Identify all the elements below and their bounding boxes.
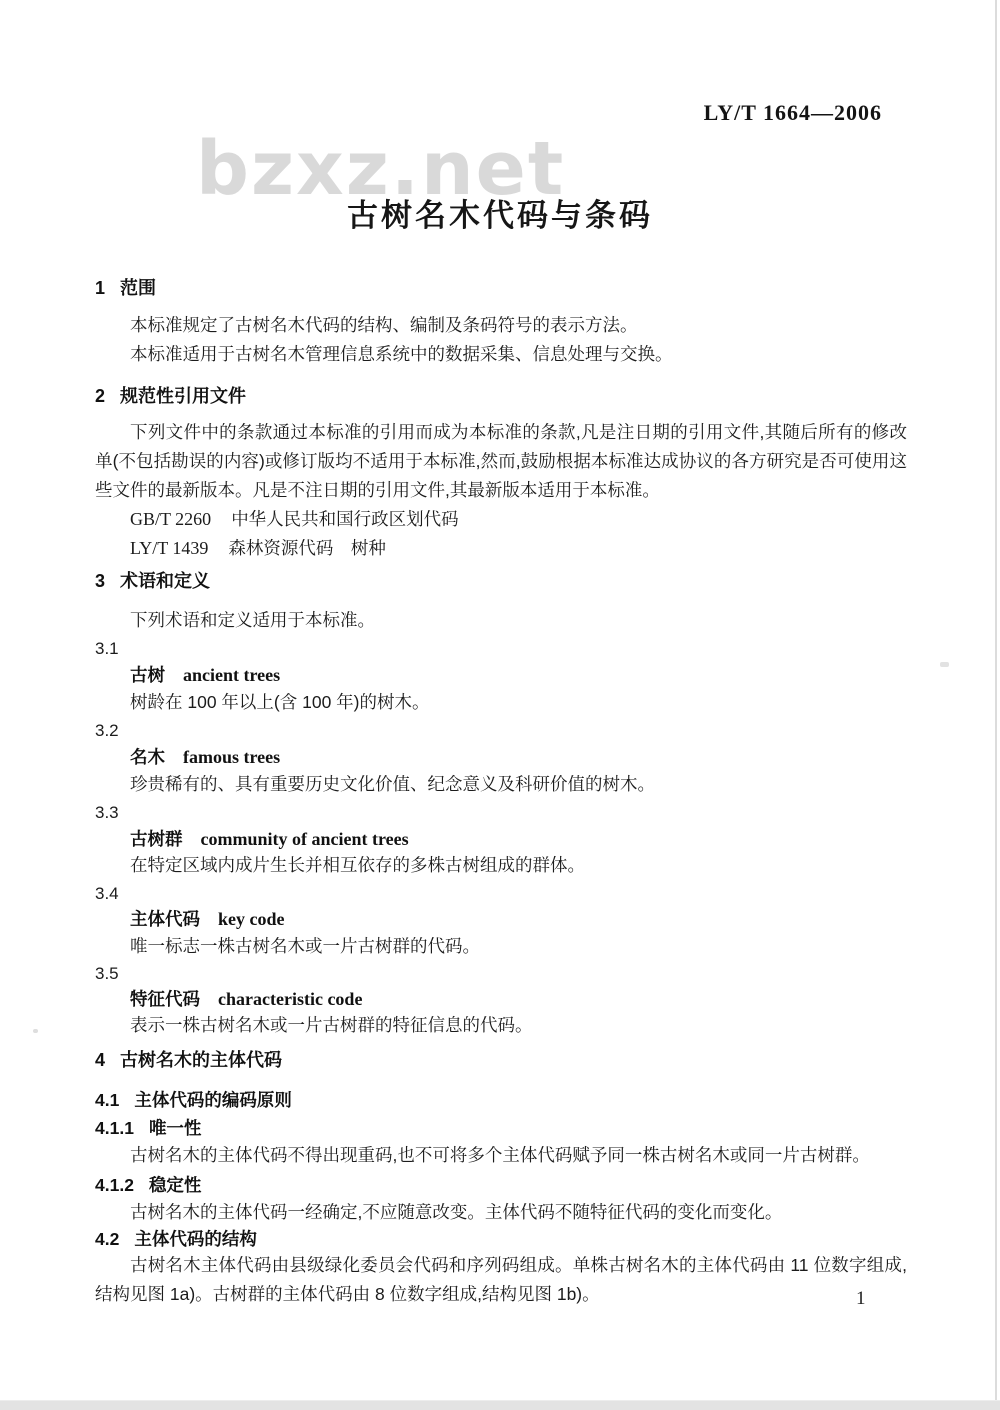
section-number: 2 (95, 386, 106, 406)
section-number: 3 (95, 571, 106, 591)
section-number: 4.1.2 (95, 1175, 134, 1195)
term-chinese: 特征代码 (130, 989, 200, 1009)
term-chinese: 主体代码 (130, 909, 200, 929)
section-1-paragraph-1: 本标准规定了古树名木代码的结构、编制及条码符号的表示方法。 (130, 315, 638, 335)
term-number: 3.5 (95, 964, 119, 983)
section-title: 主体代码的结构 (134, 1229, 257, 1249)
term-definition: 珍贵稀有的、具有重要历史文化价值、纪念意义及科研价值的树木。 (130, 774, 655, 794)
section-number: 4.1.1 (95, 1118, 134, 1138)
section-4-1-1-paragraph: 古树名木的主体代码不得出现重码,也不可将多个主体代码赋予同一株古树名木或同一片古树群。 (130, 1145, 870, 1165)
scan-bottom-strip (0, 1400, 1000, 1410)
term-english: key code (218, 909, 285, 929)
term-english: community of ancient trees (200, 829, 409, 849)
section-2-paragraph: 下列文件中的条款通过本标准的引用而成为本标准的条款,凡是注日期的引用文件,其随后所有的修改单(不包括勘误的内容)或修订版均不适用于本标准,然而,鼓励根据本标准达成协议的各方研究是否可使用这些文件的最新版本。凡是不注日期的引用文件,其最新版本适用于本标准。 (95, 422, 907, 500)
term-definition: 唯一标志一株古树名木或一片古树群的代码。 (130, 936, 480, 956)
section-4-2-paragraph: 古树名木主体代码由县级绿化委员会代码和序列码组成。单株古树名木的主体代码由 11 位数字组成,结构见图 1a)。古树群的主体代码由 8 位数字组成,结构见图 1b)。 (95, 1255, 907, 1304)
term-number: 3.4 (95, 884, 119, 903)
scan-speck (33, 1029, 38, 1033)
section-2-heading (95, 382, 907, 411)
reference-title: 森林资源代码 树种 (228, 538, 386, 558)
term-chinese: 名木 (130, 747, 165, 767)
normative-reference (95, 505, 907, 534)
section-title: 规范性引用文件 (120, 386, 247, 406)
standard-number: LY/T 1664—2006 (703, 100, 882, 125)
section-title: 稳定性 (148, 1175, 202, 1195)
reference-title: 中华人民共和国行政区划代码 (231, 509, 459, 529)
term-english: characteristic code (218, 989, 363, 1009)
term-english: ancient trees (183, 665, 281, 685)
scan-speck (940, 662, 949, 667)
term-definition: 表示一株古树名木或一片古树群的特征信息的代码。 (130, 1015, 533, 1035)
section-4-1-1-heading (95, 1114, 907, 1143)
scan-edge-line (995, 0, 997, 1401)
section-title: 主体代码的编码原则 (134, 1090, 292, 1110)
normative-reference (95, 534, 907, 563)
section-4-1-2-heading (95, 1171, 907, 1200)
term-line (95, 661, 907, 690)
section-number: 1 (95, 278, 106, 298)
term-line (95, 905, 907, 934)
document-title: 古树名木代码与条码 (347, 198, 653, 233)
section-number: 4 (95, 1050, 106, 1070)
section-1-heading (95, 274, 907, 303)
section-3-heading (95, 567, 907, 596)
term-number: 3.1 (95, 639, 119, 658)
section-title: 唯一性 (148, 1118, 202, 1138)
section-number: 4.2 (95, 1229, 120, 1249)
page-number: 1 (856, 1288, 866, 1309)
term-line (95, 825, 907, 854)
term-chinese: 古树群 (130, 829, 183, 849)
section-3-intro: 下列术语和定义适用于本标准。 (130, 610, 375, 630)
term-chinese: 古树 (130, 665, 165, 685)
section-4-1-heading (95, 1086, 907, 1115)
reference-code: GB/T 2260 (130, 509, 212, 529)
term-definition: 在特定区域内成片生长并相互依存的多株古树组成的群体。 (130, 855, 585, 875)
section-title: 古树名木的主体代码 (120, 1050, 283, 1070)
term-number: 3.2 (95, 721, 119, 740)
section-4-1-2-paragraph: 古树名木的主体代码一经确定,不应随意改变。主体代码不随特征代码的变化而变化。 (130, 1202, 783, 1222)
section-title: 术语和定义 (120, 571, 211, 591)
section-1-paragraph-2: 本标准适用于古树名木管理信息系统中的数据采集、信息处理与交换。 (130, 344, 673, 364)
term-definition: 树龄在 100 年以上(含 100 年)的树木。 (130, 692, 430, 712)
reference-code: LY/T 1439 (130, 538, 209, 558)
watermark-text: bzxz.net (196, 126, 566, 212)
section-4-heading (95, 1046, 907, 1075)
term-line (95, 985, 907, 1014)
section-title: 范围 (120, 278, 157, 298)
section-number: 4.1 (95, 1090, 120, 1110)
term-english: famous trees (183, 747, 281, 767)
section-4-2-heading (95, 1225, 907, 1254)
term-line (95, 743, 907, 772)
term-number: 3.3 (95, 803, 119, 822)
